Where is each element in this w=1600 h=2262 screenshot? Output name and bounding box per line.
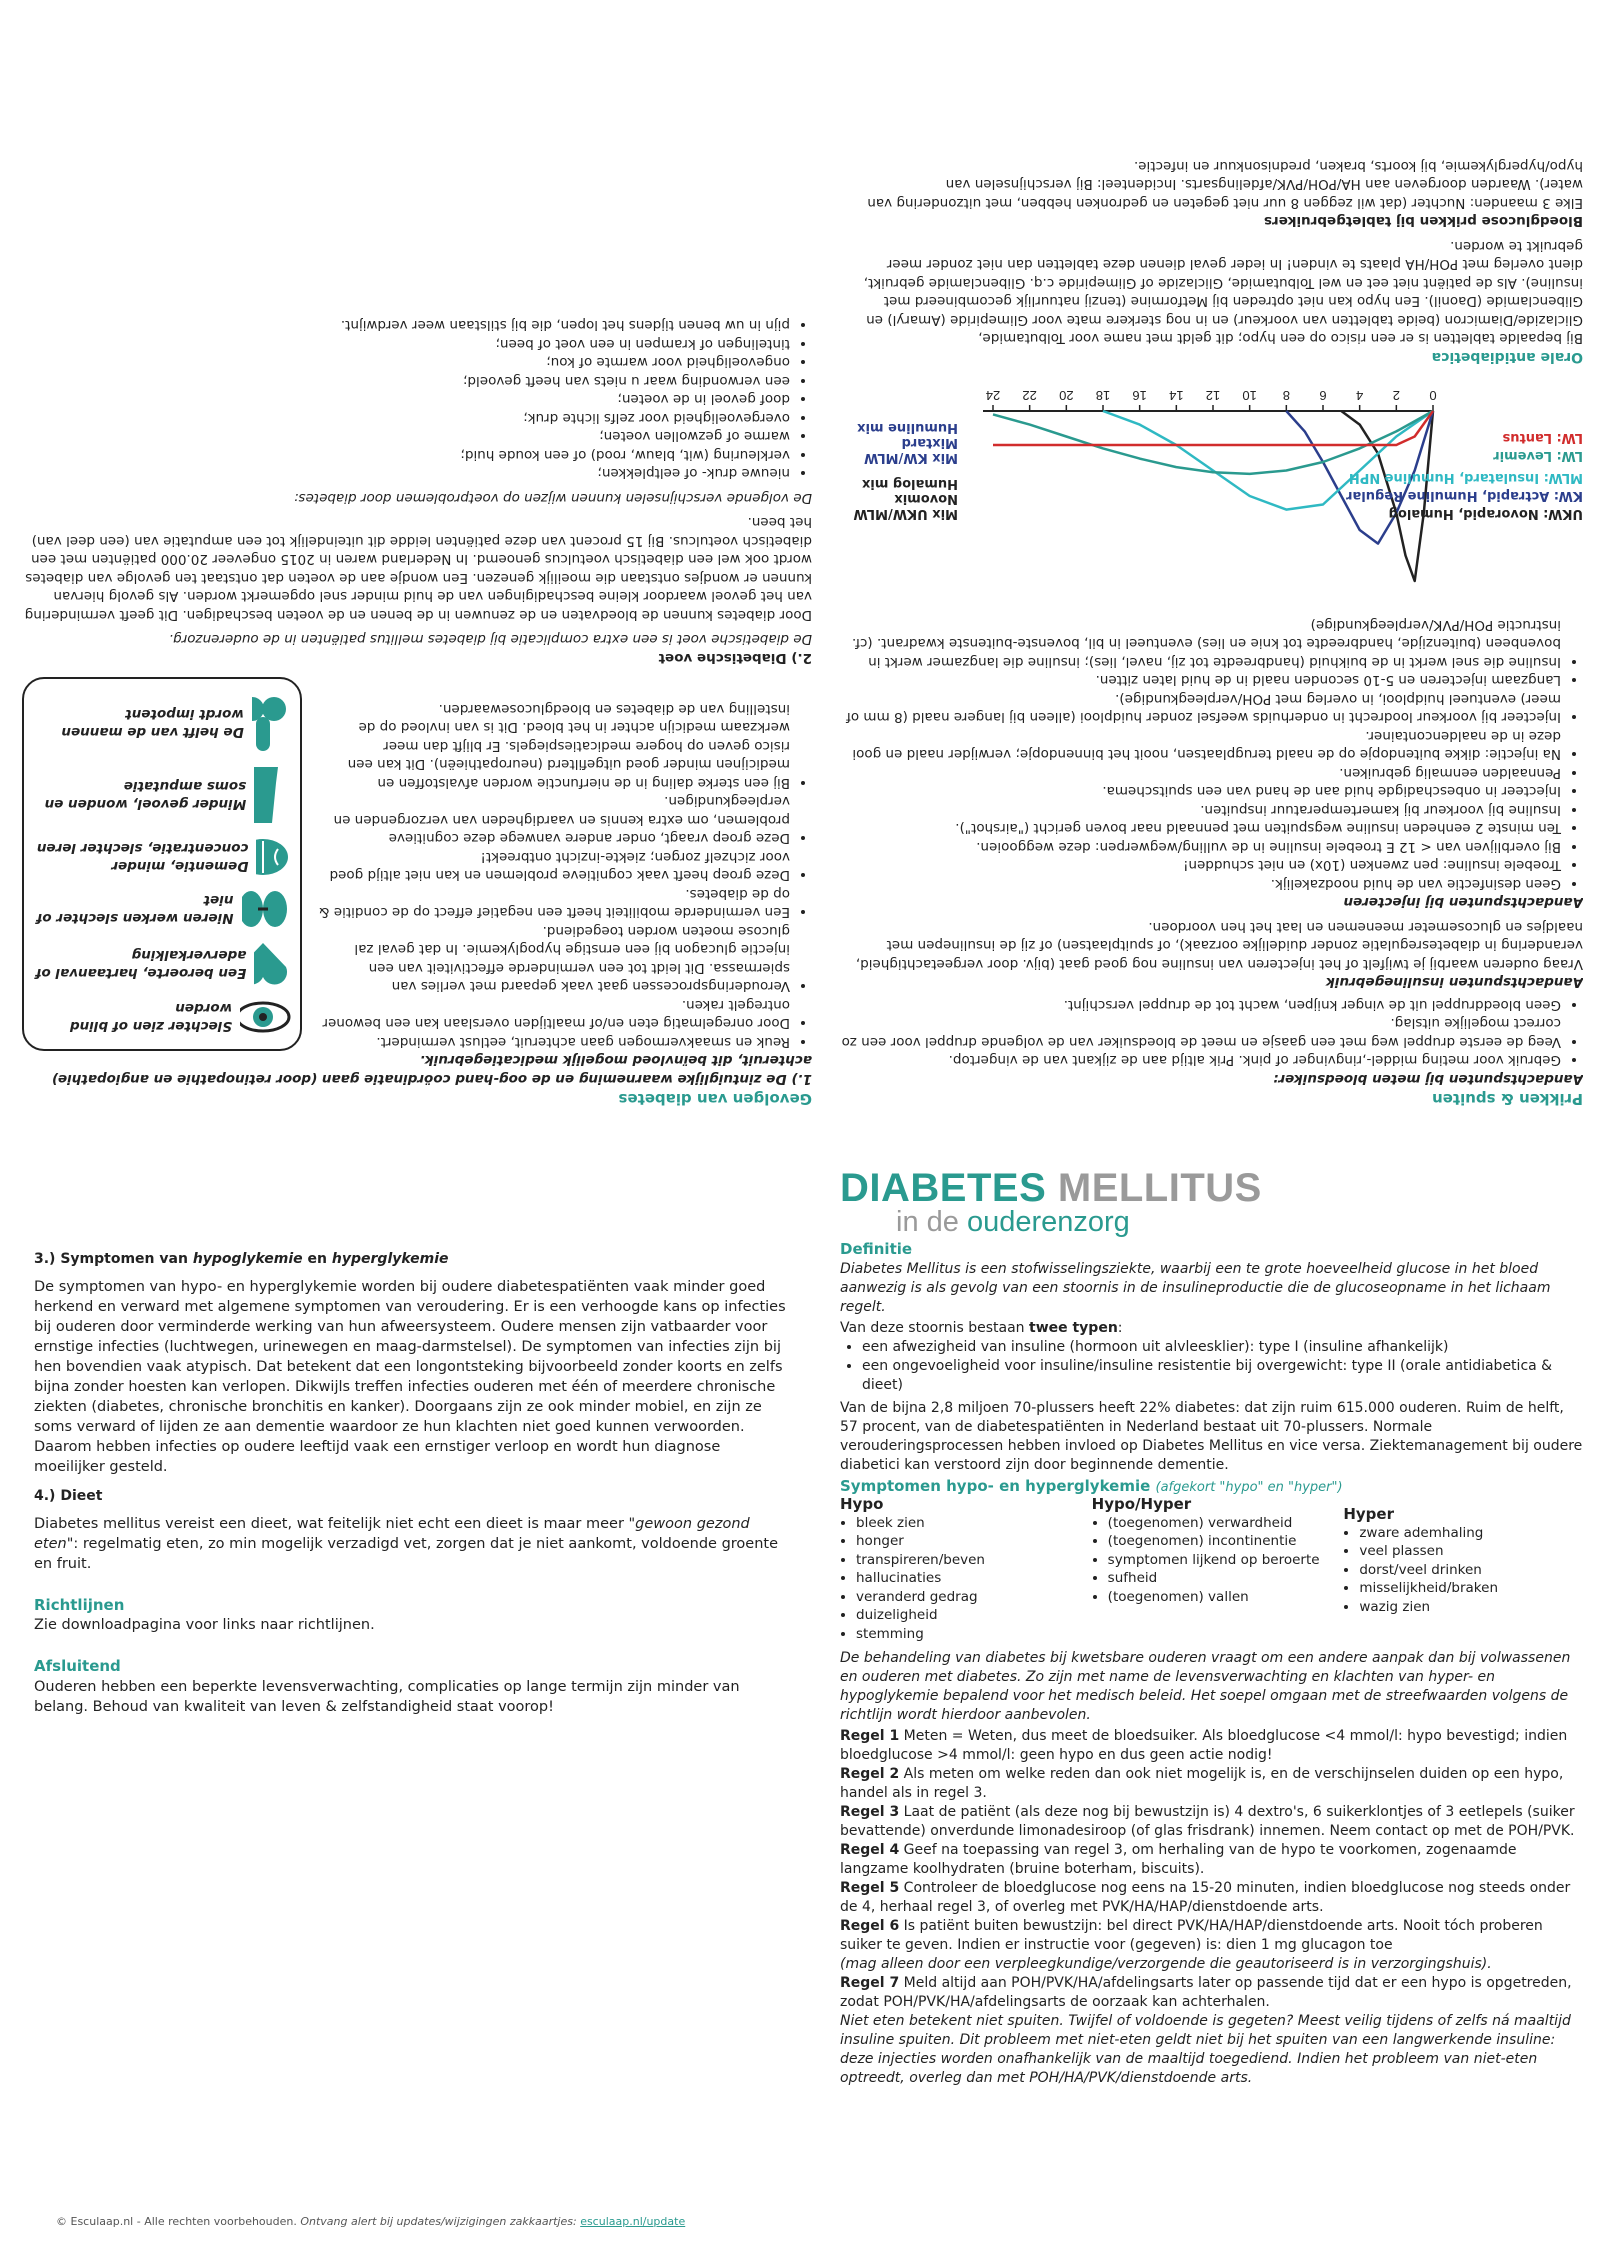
sec3-hyper: hyperglykemie (331, 1251, 449, 1267)
col-hypohyper-list (1092, 1514, 1334, 1607)
list-item: • Geen bloeddruppel uit de vinger knijpen, wacht tot de druppel verschijnt. (838, 996, 1561, 1015)
list-item: • hallucinaties (856, 1569, 1082, 1588)
list-item: • misselijkheid/braken (1359, 1579, 1585, 1598)
list-item: • symptomen lijkend op beroerte (1108, 1551, 1334, 1570)
col-hypo (840, 1495, 1082, 1647)
x-tick-label: 6 (1319, 388, 1327, 404)
col-hypo-list (840, 1514, 1082, 1644)
sec4-text-b: : regelmatig eten, zo min mogelijk verzadigd vet, zorgen dat je niet aankomt, voldoende groente en fruit. (34, 1536, 779, 1572)
list-item: • veel plassen (1359, 1542, 1585, 1561)
list-item: • veranderd gedrag (856, 1588, 1082, 1607)
list-item: • Ten minste 2 eenheden insuline wegspuiten met pennaald naar boven gericht ("airshot"). (838, 819, 1561, 838)
subtitle-in-de: in de (896, 1206, 967, 1238)
sec3-text: De symptomen van hypo- en hyperglykemie worden bij oudere diabetespatiënten vaak minder goed herkend en verward met algemene symptomen van veroudering. Er is een verhoogde kans op infecties bij ouderen door verminderde werking van hun afweersysteem. Oudere mensen zijn vatbaarder voor ernstige infecties (luchtwegen, urinewegen en maag-darmstelsel). De symptomen van infecties zijn bij hen bovendien vaak atypisch. Dat betekent dat een longontsteking bijvoorbeeld zonder koorts en zelfs bijna zonder hoesten kan verlopen. Dikwijls treffen infecties ouderen met één of meerdere chronische ziekten (diabetes, chronische bronchitis en kanker). Doorgaans zijn ze ook minder mobiel, en zijn ze soms verward of lijden ze aan dementie waardoor ze hun klachten niet goed kunnen verwoorden. Daarom hebben infecties op oudere leeftijd vaak een ernstiger verloop en wordt hun diagnose moeilijker gesteld. (34, 1279, 786, 1475)
list-item: • (toegenomen) vallen (1108, 1588, 1334, 1607)
rule-text: Controleer de bloedglucose nog eens na 15-20 minuten, indien bloedglucose nog steeds onder de 4, herhaal regel 3, of overleg met PVK/HA/HAP/dienstdoende arts. (840, 1880, 1571, 1915)
list-item: • een ongevoeligheid voor insuline/insuline resistentie bij overgewicht: type II (orale antidiabetica & dieet) (862, 1357, 1585, 1395)
male-organ-icon (252, 691, 292, 755)
comp-eye-label: Slechter zien of blind worden (70, 1000, 233, 1035)
typen-list (840, 1338, 1585, 1395)
panel-gevolgen (22, 14, 812, 1114)
rule-label: Regel 7 (840, 1975, 900, 1991)
chart-legend (838, 372, 1583, 612)
list-item: • Een verminderde mobiliteit heeft een negatief effect op de conditie & op de diabetes. (316, 885, 790, 922)
footer-copyright: © Esculaap.nl - Alle rechten voorbehouden. (56, 2215, 301, 2228)
panel-symptomen-dieet (34, 1250, 794, 2250)
x-tick-label: 10 (1242, 388, 1257, 404)
heart-icon (254, 939, 292, 989)
rule-label: Regel 1 (840, 1728, 900, 1744)
rule-5 (840, 1879, 1585, 1917)
list-item: • warme of gezwollen voeten; (22, 427, 790, 446)
rule-text: Geef na toepassing van regel 3, om herhaling van de hypo te voorkomen, zogenaamde langzame koolhydraten (bruine boterham, biscuits). (840, 1842, 1517, 1877)
list-item: • tintelingen of krampen in een voet of been; (22, 335, 790, 354)
col-hypohyper (1092, 1495, 1334, 1647)
sec4-title: 4.) Dieet (34, 1488, 103, 1504)
richtlijnen-text: Zie downloadpagina voor links naar richtlijnen. (34, 1617, 375, 1633)
comp-heart-label: Een beroerte, hartaanval of aderverkalking (35, 947, 247, 982)
list-item: • Langzaam injecteren en 5-10 seconden naald in de huid laten zitten. (838, 671, 1561, 690)
mix2-label: Mix KW/MLW (863, 450, 958, 466)
list-item: • verkleuring (wit, blauw, rood) of een koude huid; (22, 446, 790, 465)
symptomen-note: (afgekort "hypo" en "hyper") (1155, 1480, 1343, 1495)
section-title-prikken: Prikken & spuiten (1432, 1090, 1583, 1108)
mix2-items: Mixtard Humuline mix (857, 420, 958, 451)
insulinegebruik-text: Vraag ouderen waarbij je twijfelt of het injecteren van insuline nog goed gaat (bijv. door vergeetachtigheid, verandering in diabetesregulatie zonder duidelijke oorzaak), of spuitplaatsen) of zij de insulinepen met naaldjes en glucosemeter meenemen en laat het hen voordoen. (855, 919, 1583, 972)
list-item: • dorst/veel drinken (1359, 1561, 1585, 1580)
complication-eye (32, 997, 292, 1037)
list-item: • Bij een sterke daling in de nierfunctie worden afvalstoffen en medicijnen minder goed uitgefilterd (neuropathieën). Dit kan een risico geven op hogere medicatiespiegels. Er blijft dan meer werkzaam medicijn achter in het bloed. Dit is van invloed op de instelling van de diabetes en bloedglucosewaarden. (316, 700, 790, 793)
x-tick-label: 12 (1205, 388, 1221, 404)
list-item: • Bij overblijven van < 12 E troebele insuline in de vulling/wegwerpen: deze weggooien. (838, 838, 1561, 857)
legend-lw-levemir: LW: Levemir (1493, 448, 1583, 464)
rule-text: Is patiënt buiten bewustzijn: bel direct PVK/HA/HAP/dienstdoende arts. Nooit tóch proberen suiker te geven. Indien er instructie voor (gegeven) is: dien 1 mg glucagon toe (840, 1918, 1543, 1953)
rule-7 (840, 1974, 1585, 2012)
list-item: • honger (856, 1532, 1082, 1551)
list-item: • Verouderingsprocessen gaat vaak gepaard met verlies van spiermassa. Dit leidt tot een verminderde effectiviteit van een injectie glucagon bij een ernstige hypoglykemie. In dat geval zal glucose moeten worden toegediend. (316, 922, 790, 996)
rule-3 (840, 1803, 1585, 1841)
mix1-label: Mix UKW/MLW (853, 506, 958, 522)
rules-list (840, 1727, 1585, 2012)
meten-heading: Aandachtspunten bij meten bloedsuiker: (1273, 1071, 1583, 1087)
list-item: • bleek zien (856, 1514, 1082, 1533)
subtitle-ouderenzorg: ouderenzorg (966, 1206, 1130, 1238)
oral-title: Orale antidiabetica (1431, 349, 1583, 366)
eten-text: Niet eten betekent niet spuiten. Twijfel of voldoende is gegeten? Meest veilig tijdens of zelfs ná maaltijd insuline spuiten. Dit probleem met niet-eten geldt niet bij het spuiten van een langwerkende insuline: deze injecties worden onafhankelijk van de maaltijd toegediend. Indien het probleem van niet-eten optreedt, overleg dan met POH/HA/PVK/dienstdoende arts. (840, 2013, 1571, 2086)
list-item: • pijn in uw benen tijdens het lopen, die bij stilstaan weer verdwijnt. (22, 316, 790, 335)
rule-text: Als meten om welke reden dan ook niet mogelijk is, en de verschijnselen duiden op een hypo, handel als in regel 3. (840, 1766, 1564, 1801)
x-tick-label: 22 (1022, 388, 1037, 404)
rule-label: Regel 4 (840, 1842, 900, 1858)
typen-lead-c: : (1117, 1320, 1123, 1336)
item1-list (316, 681, 812, 1051)
bloedglucose-title: Bloedglucose prikken bij tabletgebruikers (1263, 213, 1583, 230)
insulinegebruik-heading: Aandachtspunten insulinegebruik (1325, 974, 1583, 991)
oral-text: Bij bepaalde tabletten is er een risico op een hypo; dit geldt met name voor Tolbutamide, Gliclazide/Diamicron (beide tabletten van voorkeur) en in nog sterkere mate voor Glimepiride (Amaryl) en Glibenclamide (Daonil). Een hypo kan niet optreden bij Metformine (tenzij natuurlijk gecombineerd met insuline). Als de patiënt niet eet en wel Tolbutamide, Gliclazide of Glimepiride c.q. Glibenclamide gebruikt, dient overleg met POH/HA plaats te vinden! In ieder geval dienen deze tabletten dan niet zonder meer gebruikt te worden. (863, 238, 1583, 347)
comp-male-label: De helft van de mannen wordt impotent (61, 706, 244, 741)
complications-box (22, 677, 302, 1051)
list-item: • (toegenomen) verwardheid (1108, 1514, 1334, 1533)
list-item: • duizeligheid (856, 1606, 1082, 1625)
richtlijnen-title: Richtlijnen (34, 1596, 125, 1614)
x-tick-label: 18 (1095, 388, 1111, 404)
complication-male (32, 691, 292, 755)
foot-icon (254, 763, 292, 827)
legend-mlw: MLW: Insulatard, Humuline NPH (1348, 470, 1583, 486)
list-item: • een afwezigheid van insuline (hormoon uit alvleesklier): type I (insuline afhankelijk) (862, 1338, 1585, 1357)
x-tick-label: 4 (1356, 388, 1364, 404)
list-item: • Troebele insuline: pen zwenken (10x) en niet schudden! (838, 856, 1561, 875)
list-item: • nieuwe druk- of eeltplekken; (22, 464, 790, 483)
item2-text: Door diabetes kunnen de bloedvaten en de zenuwen in de benen en de voeten beschadigen. Dit geeft vermindering van het gevoel waardoor kleine beschadigingen van de huid minder snel opgemerkt worden. Als gevolg hiervan kunnen er wondjes ontstaan die moeilijk genezen. Een wondje aan de voeten dat ontstaat ten gevolge van diabetes wordt ook wel een diabetisch voetulcus genoemd. In Nederland waren in 2015 ongeveer 20.000 patiënten met een diabetisch voetulcus. Bij 15 procent van deze patiënten leidde dit uiteindelijk tot een amputatie van (een deel van) het been. (24, 514, 812, 623)
list-item: • overgevoeligheid voor zelfs lichte druk; (22, 409, 790, 428)
sec4-text-a: Diabetes mellitus vereist een dieet, wat feitelijk niet echt een dieet is maar meer (34, 1516, 629, 1532)
item2-title: 2.) Diabetische voet (658, 650, 812, 666)
rule-label: Regel 2 (840, 1766, 900, 1782)
rule-label: Regel 6 (840, 1918, 900, 1934)
rule-label: Regel 5 (840, 1880, 900, 1896)
list-item: • sufheid (1108, 1569, 1334, 1588)
sec4-text (34, 1514, 794, 1574)
comp-brain-label: Dementie, minder concentratie, slechter leren (36, 840, 249, 875)
insulin-chart (838, 372, 1583, 612)
title-diabetes: DIABETES (840, 1168, 1047, 1210)
mix1-items: Novomix Humalog mix (861, 476, 958, 507)
definitie-text: Diabetes Mellitus is een stofwisselingsziekte, waarbij een te grote hoeveelheid glucose in het bloed aanwezig is als gevolg van een stoornis in de insulineproductie die de glucoseopname in het lichaam regelt. (840, 1261, 1551, 1315)
typen-lead-b: twee typen (1029, 1320, 1118, 1336)
section-title-gevolgen: Gevolgen van diabetes (618, 1090, 812, 1108)
sec3-title-prefix: 3.) Symptomen van (34, 1251, 193, 1267)
x-tick-label: 16 (1132, 388, 1147, 404)
rule-4 (840, 1841, 1585, 1879)
stats-text: Van de bijna 2,8 miljoen 70-plussers heeft 22% diabetes: dat zijn ruim 615.000 ouderen. Ruim de helft, 57 procent, van de diabetespatiënten in Nederland bestaat uit 70-plussers. Normale verouderingsprocessen hebben invloed op Diabetes Mellitus en vice versa. Ziektemanagement bij oudere diabetici kan verstoord zijn door beginnende dementie. (840, 1400, 1583, 1473)
typen-lead (840, 1319, 1585, 1338)
list-item: • Pennaalden eenmalig gebruiken. (838, 764, 1561, 783)
complication-foot (32, 763, 292, 827)
page-title (840, 1168, 1585, 1236)
item2-intro: De diabetische voet is een extra complicatie bij diabetes mellitus patiënten in de ouderenzorg. (168, 631, 812, 648)
list-item: • Insuline die snel werkt in de buikhuid (handbreedte tot zij, navel, lies); insuline die langzamer werkt in bovenbeen (buitenzijde, handbreedte tot knie en lies) eventueel in bil, bovenste-buitenste kwadrant. (cf. instructie POH/PVK/verpleegkundige) (838, 616, 1561, 672)
comp-kidney-label: Nieren werken slechter of niet (36, 892, 234, 927)
injecteren-list (838, 616, 1583, 894)
list-item: • Gebruik voor meting middel-,ringvinger of pink. Prik altijd aan de zijkant van de vingertop. (838, 1051, 1561, 1070)
list-item: • Injecteer in onbeschadigde huid aan de hand van een spuitschema. (838, 782, 1561, 801)
legend-ukw: UKW: Novorapid, Humalog (1388, 506, 1583, 522)
rule-label: Regel 3 (840, 1804, 900, 1820)
complication-kidney (32, 887, 292, 931)
rule-text: Meten = Weten, dus meet de bloedsuiker. Als bloedglucose <4 mmol/l: hypo bevestigd; indien bloedglucose >4 mmol/l: geen hypo en dus geen actie nodig! (840, 1728, 1568, 1763)
list-item: • Geen desinfectie van de huid noodzakelijk. (838, 875, 1561, 894)
list-item: • Insuline bij voorkeur bij kamertemperatuur inspuiten. (838, 801, 1561, 820)
list-item: • ongevoeligheid voor warmte of kou; (22, 353, 790, 372)
col-hyper (1343, 1495, 1585, 1647)
panel-prikken-spuiten (838, 14, 1583, 1114)
list-item: • transpireren/beven (856, 1551, 1082, 1570)
rule-6-note: (mag alleen door een verpleegkundige/verzorgende die geautoriseerd is in verzorgingshuis). (840, 1956, 1492, 1972)
legend-mix2 (838, 421, 958, 466)
injecteren-heading: Aandachtspunten bij injecteren (1343, 894, 1583, 911)
item1-title: 1.) De zintuiglijke waarneming en de oog-hand coördinatie gaan (door retinopathie en angiopathie) achteruit, dit beïnvloed mogelijk medicatiegebruik. (51, 1052, 812, 1087)
x-tick-label: 2 (1392, 388, 1400, 404)
comp-foot-label: Minder gevoel, wonden en soms amputatie (44, 778, 247, 813)
afsluitend-title: Afsluitend (34, 1657, 121, 1675)
col-hypohyper-head: Hypo/Hyper (1091, 1495, 1192, 1513)
title-line (840, 1168, 1585, 1208)
item2-lead: De volgende verschijnselen kunnen wijzen op voetproblemen door diabetes: (293, 490, 812, 506)
footer-update-link[interactable]: esculaap.nl/update (580, 2215, 686, 2228)
x-tick-label: 14 (1169, 388, 1184, 404)
symptom-columns (840, 1495, 1585, 1647)
list-item: • Deze groep vraagt, onder andere vanwege deze cognitieve problemen, om extra kennis en vaardigheden van verzorgenden en verpleegkundigen. (316, 792, 790, 848)
symptomen-title-text: Symptomen hypo- en hyperglykemie (840, 1477, 1151, 1495)
item2-list (22, 316, 812, 483)
list-item: • Door onregelmatig eten en/of maaltijden overslaan kan een bewoner ontregelt raken. (316, 996, 790, 1033)
rule-text: Laat de patiënt (als deze nog bij bewustzijn is) 4 dextro's, 6 suikerklontjes of 3 eetlepels (suiker bevattende) onverdunde limonadesiroop (of glas frisdrank) innemen. Neem contact op met de POH/PVK. (840, 1804, 1575, 1839)
list-item: • Veeg de eerste druppel weg met een gaasje en meet de bloedsuiker van de volgende druppel voor een zo correct mogelijke uitslag. (838, 1014, 1561, 1051)
footer (56, 2215, 816, 2228)
eye-icon (240, 997, 292, 1037)
footer-alert: Ontvang alert bij updates/wijzigingen zakkaartjes: (300, 2215, 581, 2228)
complication-brain (32, 835, 292, 879)
x-tick-label: 8 (1282, 388, 1290, 404)
list-item: • een verwonding waar u niets van heeft gevoeld; (22, 372, 790, 391)
rule-1 (840, 1727, 1585, 1765)
bloedglucose-text: Elke 3 maanden: Nuchter (dat wil zeggen 8 uur niet gegeten en gedronken hebben, met uitzondering van water). Waarden doorgeven aan HA/POH/PVK/afdelingsarts. Incidenteel: Bij verschijnselen van hypo/hyperglykemie, bij koorts, braken, prednisonkuur en infectie. (867, 158, 1583, 211)
definitie-title: Definitie (840, 1240, 913, 1258)
behandeling-text: De behandeling van diabetes bij kwetsbare ouderen vraagt om een andere aanpak dan bij volwassenen en ouderen met diabetes. Zo zijn met name de levensverwachting en klachten van hyper- en hypoglykemie bepalend voor het medisch beleid. Het soepel omgaan met de streefwaarden volgens de richtlijn wordt hierdoor aanbevolen. (840, 1650, 1571, 1723)
list-item: • Deze groep heeft vaak cognitieve problemen en kan niet altijd goed voor zichzelf zorgen; ziekte-inzicht ontbreekt! (316, 848, 790, 885)
legend-mix1 (838, 477, 958, 522)
title-mellitus: MELLITUS (1057, 1168, 1262, 1210)
subtitle-line (840, 1208, 1585, 1236)
brain-icon (256, 835, 292, 879)
symptomen-title (840, 1477, 1585, 1495)
meten-list (838, 996, 1583, 1070)
complication-heart (32, 939, 292, 989)
list-item: • (toegenomen) incontinentie (1108, 1532, 1334, 1551)
list-item: • Injecteer bij voorkeur loodrecht in onderhuids weefsel zonder huidplooi (alleen bij langere naald (8 mm of meer) eventueel huidplooi, in overleg met POH/verpleegkundige). (838, 690, 1561, 727)
col-hyper-head: Hyper (1343, 1505, 1394, 1523)
x-tick-label: 0 (1429, 388, 1437, 404)
list-item: • Na injectie: dikke buitendopje op de naald terugplaatsen, nooit het binnendopje; verwijder naald en gooi deze in de naaldencontainer. (838, 727, 1561, 764)
rule-2 (840, 1765, 1585, 1803)
x-tick-label: 20 (1059, 388, 1074, 404)
sec3-hypo: hypoglykemie (192, 1251, 303, 1267)
sec3-en: en (302, 1251, 332, 1267)
list-item: • wazig zien (1359, 1598, 1585, 1617)
legend-kw: KW: Actrapid, Humuline Regular (1346, 488, 1583, 504)
x-tick-label: 24 (985, 388, 1001, 404)
sec3-title (34, 1250, 794, 1269)
list-item: • Reuk en smaakvermogen gaan achteruit, eetlust vermindert. (316, 1033, 790, 1052)
typen-lead-a: Van deze stoornis bestaan (840, 1320, 1029, 1336)
col-hypo-head: Hypo (840, 1495, 884, 1513)
list-item: • doof gevoel in de voeten; (22, 390, 790, 409)
legend-lw-lantus: LW: Lantus (1502, 430, 1583, 446)
afsluitend-text: Ouderen hebben een beperkte levensverwachting, complicaties op lange termijn zijn minder van belang. Behoud van kwaliteit van leven & zelfstandigheid staat voorop! (34, 1679, 740, 1715)
list-item: • stemming (856, 1625, 1082, 1644)
rule-6 (840, 1917, 1585, 1974)
panel-definitie (840, 1168, 1585, 2258)
col-hyper-list (1343, 1524, 1585, 1617)
list-item: • zware ademhaling (1359, 1524, 1585, 1543)
sec4-quote: "gewoon gezond eten" (34, 1516, 750, 1552)
kidney-icon (242, 887, 292, 931)
rule-text: Meld altijd aan POH/PVK/HA/afdelingsarts later op passende tijd dat er een hypo is opgetreden, zodat POH/PVK/HA/afdelingsarts de oorzaak kan achterhalen. (840, 1975, 1572, 2010)
